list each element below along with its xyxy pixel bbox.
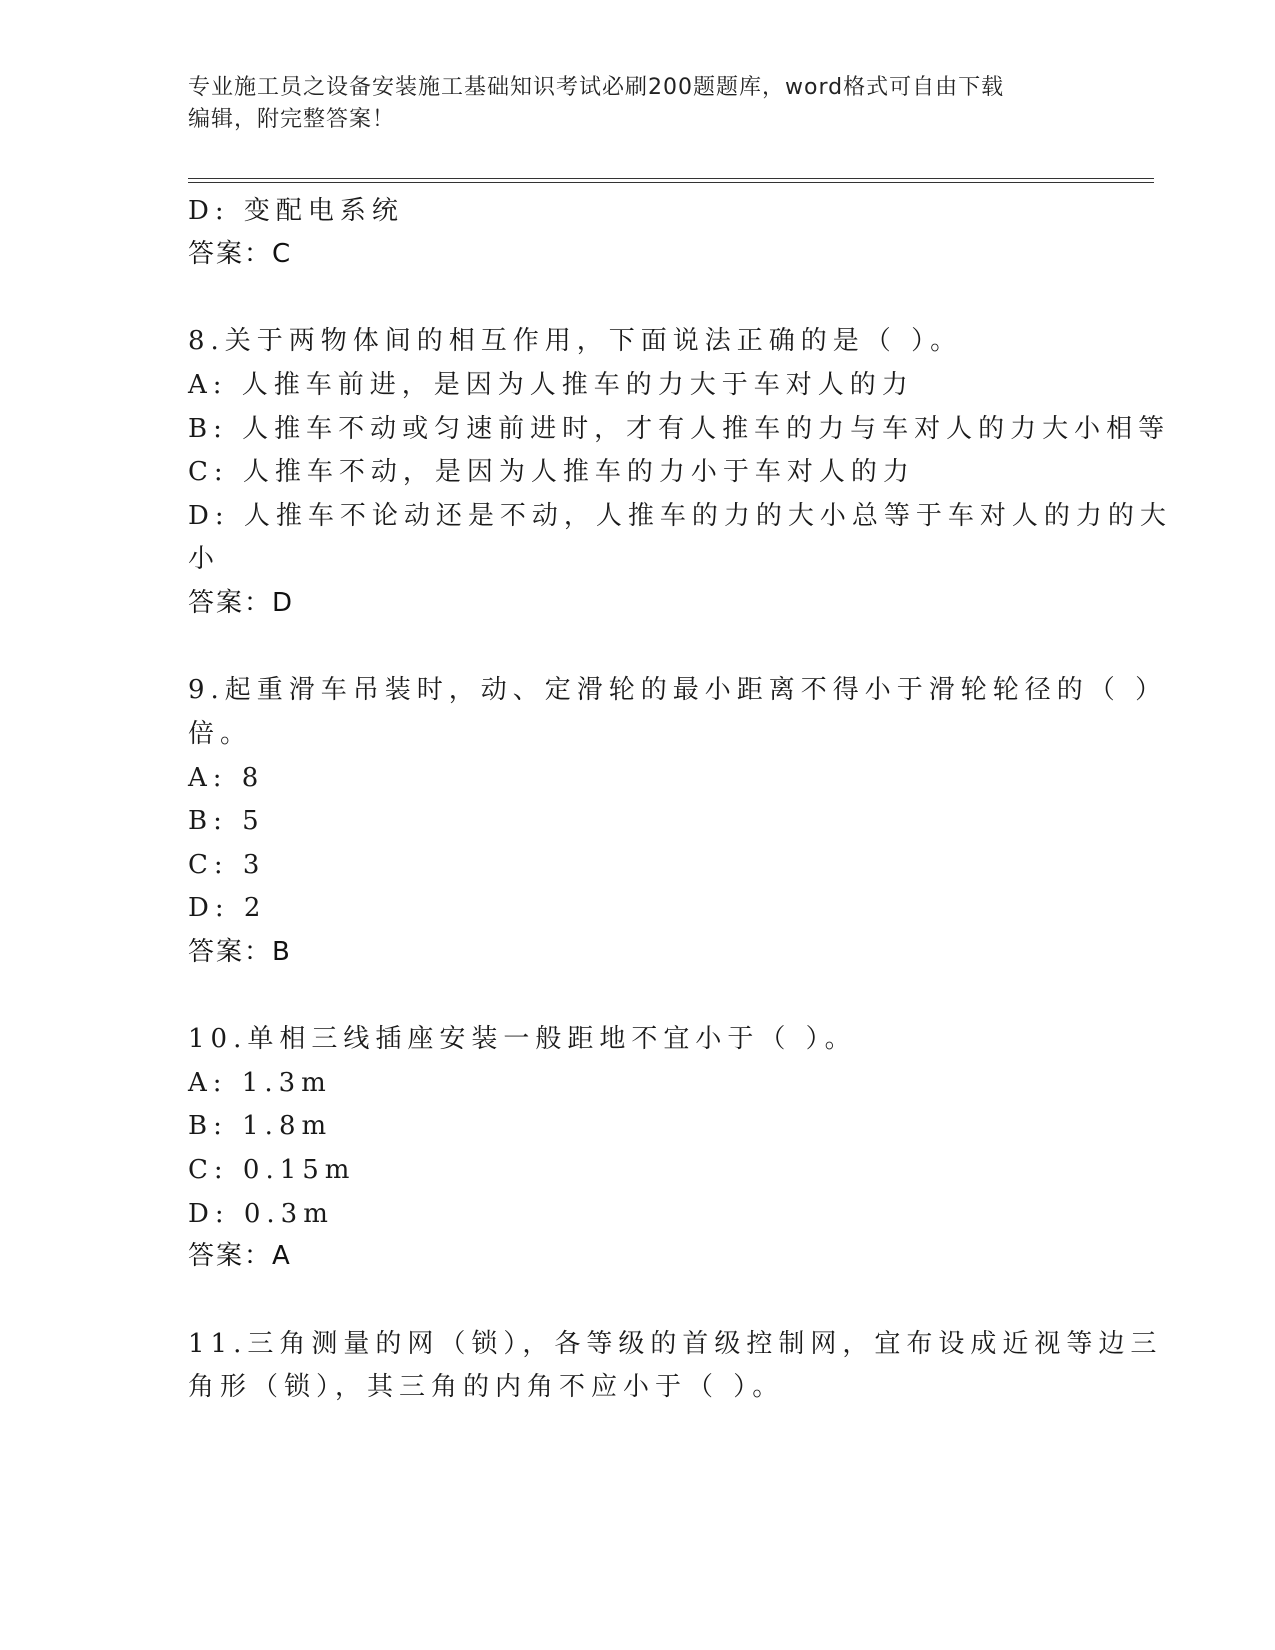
document-header — [188, 72, 1068, 136]
q9-option-d: D: 2 — [188, 893, 267, 923]
q10-answer: 答案：A — [188, 1241, 292, 1271]
q11-question: 11.三角测量的网（锁），各等级的首级控制网，宜布设成近视等边三 — [188, 1329, 1163, 1359]
q8-option-b: B: 人推车不动或匀速前进时，才有人推车的力与车对人的力大小相等 — [188, 414, 1171, 444]
q10-option-b: B: 1.8m — [188, 1111, 333, 1141]
q10-option-a: A: 1.3m — [188, 1068, 332, 1098]
q9-question-continued: 倍。 — [188, 719, 253, 749]
q7-answer: 答案：C — [188, 239, 293, 269]
q9-option-c: C: 3 — [188, 850, 266, 880]
header-divider-bottom — [188, 182, 1154, 183]
q10-option-d: D: 0.3m — [188, 1199, 334, 1229]
q8-question: 8.关于两物体间的相互作用，下面说法正确的是（ ）。 — [188, 326, 963, 356]
q8-option-d-continued: 小 — [188, 544, 221, 574]
q11-question-continued: 角形（锁），其三角的内角不应小于（ ）。 — [188, 1372, 785, 1402]
q9-answer: 答案：B — [188, 937, 292, 967]
q7-option-d: D: 变配电系统 — [188, 196, 404, 226]
q10-question: 10.单相三线插座安装一般距地不宜小于（ ）。 — [188, 1024, 857, 1054]
header-title-line-1: 专业施工员之设备安装施工基础知识考试必刷200题题库，word格式可自由下载 — [188, 75, 1005, 100]
q9-option-b: B: 5 — [188, 806, 265, 836]
q8-option-d: D: 人推车不论动还是不动，人推车的力的大小总等于车对人的力的大 — [188, 501, 1172, 531]
q8-option-a: A: 人推车前进，是因为人推车的力大于车对人的力 — [188, 370, 914, 400]
q9-option-a: A: 8 — [188, 763, 265, 793]
q9-question: 9.起重滑车吊装时，动、定滑轮的最小距离不得小于滑轮轮径的（ ） — [188, 675, 1168, 705]
header-title-line-2: 编辑，附完整答案！ — [188, 107, 396, 132]
q8-answer: 答案：D — [188, 588, 295, 618]
q10-option-c: C: 0.15m — [188, 1155, 356, 1185]
header-divider-top — [188, 178, 1154, 179]
q8-option-c: C: 人推车不动，是因为人推车的力小于车对人的力 — [188, 457, 915, 487]
